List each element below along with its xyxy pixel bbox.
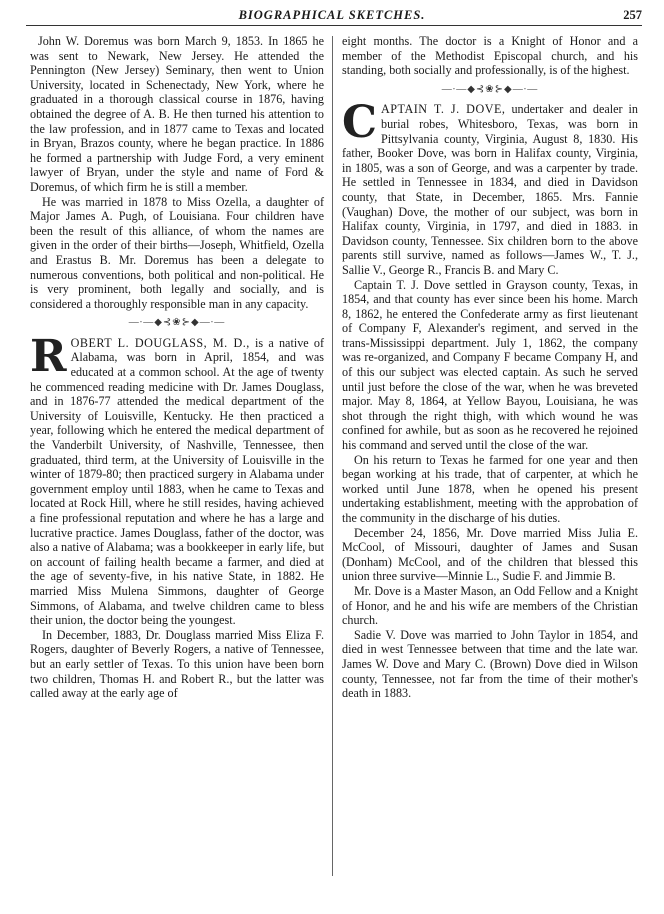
dove-paragraph-5: Mr. Dove is a Master Mason, an Odd Fellow and a Knight of Honor, and he and his wife are members of the Christian church. [342,583,638,628]
douglass-name: OBERT L. DOUGLASS, M. D., [70,335,250,350]
drop-cap-c: C [342,97,378,149]
dove-paragraph-1 [342,97,638,277]
right-column [342,34,638,701]
dove-paragraph-2: Captain T. J. Dove settled in Grayson county, Texas, in 1854, and that county has ever since been his home. March 8, 1862, he entered the Confederate army as first lieutenant of Company F, Alexander's regiment, and served in the trans-Mississippi department. July 1, 1862, the company was re-organized, and Company F became Company H, and of this our subject was elected captain. As such he served until just before the close of the war, when he was breveted major. May 8, 1864, at Yellow Bayou, Louisiana, he was shot through the right thigh, with which wound he was confined for awhile, but as soon as he recovered he rejoined his command and served until the close of the war. [342,277,638,453]
column-divider [332,36,333,876]
left-column [30,34,324,701]
running-title: BIOGRAPHICAL SKETCHES. [238,8,426,22]
section-ornament: —∙—◆⊰❀⊱◆—∙— [441,83,539,95]
douglass-paragraph-2: In December, 1883, Dr. Douglass married Miss Eliza F. Rogers, daughter of Beverly Rogers, a native of Tennessee, but an early settler of Texas. To this union have been born two children, Thomas H. and Robert R., but the latter was called away at the early age of [30,627,324,701]
doremus-paragraph-1: John W. Doremus was born March 9, 1853. In 1865 he was sent to Newark, New Jersey. He attended the Pennington (New Jersey) Seminary, then went to Union University, located in Schenectady, New York, where he graduated in a thorough classical course in 1876, having obtained the degree of A. B. He then turned his attention to the law profession, and in 1877 came to Texas and located in Bryan, Brazos county, where he began practice. In 1886 he formed a partnership with Judge Ford, a very eminent lawyer of Bryan, under the style and name of Ford & Doremus, of which firm he is still a member. [30,34,324,194]
dove-paragraph-4: December 24, 1856, Mr. Dove married Miss Julia E. McCool, of Missouri, daughter of James and Susan (Donham) McCool, and of the children that blessed this union three survive—Minnie L., Sudie F. and Jimmie B. [342,525,638,584]
dove-paragraph-6: Sadie V. Dove was married to John Taylor in 1854, and died in west Tennessee between that time and the late war. James W. Dove and Mary C. (Brown) Dove died in Wilson county, Tennessee, not far from the time of their mother's death in 1883. [342,627,638,701]
dove-text-1: undertaker and dealer in burial robes, Whitesboro, Texas, was born in Pittsylvania county, Virginia, August 8, 1830. His father, Booker Dove, was born in Halifax county, Virginia, in 1805, was a son of George, and was a carpenter by trade. He settled in Tennessee in 1834, and died in Davidson county, that State, in December, 1865. Mrs. Fannie (Vaughan) Dove, the mother of our subject, was born in Halifax county, Virginia, in 1797, and died in 1883. in Davidson county, Tennessee. Six children born to the above parents still survive, named as follows—James W., T. J., Sallie V., George R., Francis B. and Mary C. [342,102,638,277]
douglass-paragraph-1 [30,330,325,628]
douglass-text-1: is a native of Alabama, was born in April, 1854, and was educated at a common school. At the age of twenty he commenced reading medicine with Dr. James Douglass, and in 1876-77 attended the medical department of the University of Louisville, Kentucky. He then practiced a year, following which he entered the medical department of the Vanderbilt University, of Nashville, Tennessee, then graduated, third term, at the University of Louisville in the winter of 1879-80; then practiced surgery in Alabama under government employ until 1883, when he came to Texas and located at Rock Hill, where he still resides, having achieved a fine professional reputation and where he has a large and lucrative practice. James Douglass, father of the doctor, was also a native of Alabama; was a bookkeeper in early life, but on account of failing health became a farmer, and died at the age of seventy-five, in his native State, in 1882. He married Miss Mulena Simmons, daughter of George Simmons, of Alabama, and twelve children came to bless their union, the doctor being the youngest. [30,335,325,628]
douglass-continuation: eight months. The doctor is a Knight of Honor and a member of the Methodist Episcopal church, and his standing, both socially and professionally, is of the highest. [342,34,638,78]
header-rule [26,25,642,26]
page-number: 257 [623,8,642,22]
dove-paragraph-3: On his return to Texas he farmed for one year and then began working at his trade, that of carpenter, at which he worked until June 1878, when he opened his present undertaking establishment, meeting with the approbation of the community in the discharge of his duties. [342,452,638,525]
doremus-paragraph-2: He was married in 1878 to Miss Ozella, a daughter of Major James A. Pugh, of Louisiana. Four children have been the result of this alliance, of whom the names are given in the order of their births—Joseph, Whitfield, Ozella and Erastus B. Mr. Doremus has been a delegate to numerous conventions, both political and non-political. He is very prominent, both legally and socially, and is considered a thoroughly responsible man in any capacity. [30,194,324,311]
dove-name: APTAIN T. J. DOVE, [381,102,506,117]
section-ornament: —∙—◆⊰❀⊱◆—∙— [128,317,226,329]
drop-cap-r: R [30,330,67,382]
